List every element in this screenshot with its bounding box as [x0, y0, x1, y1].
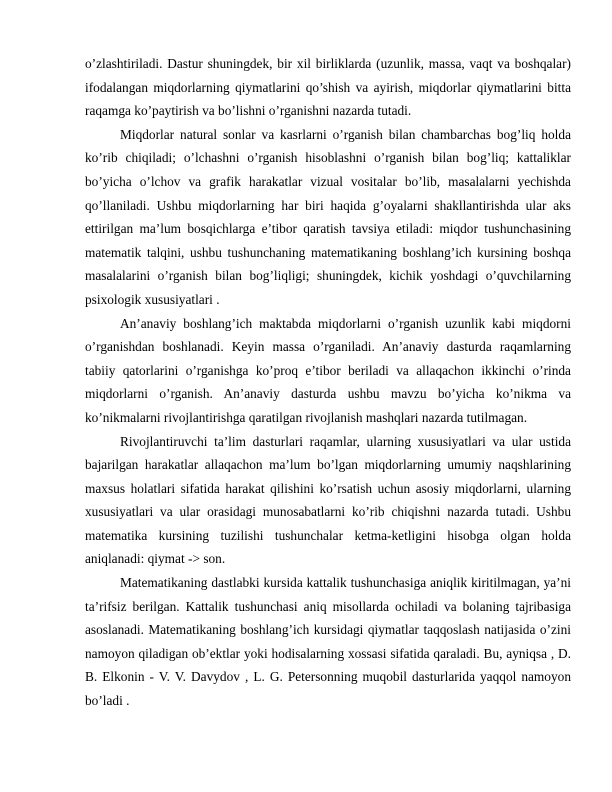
paragraph-2: Miqdorlar natural sonlar va kasrlarni o’rganish bilan chambarchas bog’liq holda ko’rib chiqiladi; o’lchashni o’rganish hisoblashni o’rganish bilan bog’liq; kattaliklar bo’yicha o’lchov va grafik harakatlar vizual vositalar bo’lib, masalalarni yechishda qo’llaniladi. Ushbu miqdorlarning har biri haqida g’oyalarni shakllantirishda ular aks ettirilgan ma’lum bosqichlarga e’tibor qaratish tavsiya etiladi: miqdor tushunchasining matematik talqini, ushbu tushunchaning matematikaning boshlang’ich kursining boshqa masalalarini o’rganish bilan bog’liqligi; shuningdek, kichik yoshdagi o’quvchilarning psixologik xususiyatlari . [85, 126, 571, 307]
paragraph-1: o’zlashtiriladi. Dastur shuningdek, bir xil birliklarda (uzunlik, massa, vaqt va boshqalar) ifodalangan miqdorlarning qiymatlarini qo’shish va ayirish, miqdorlar qiymatlarini bitta raqamga ko’paytirish va bo’lishni o’rganishni nazarda tutadi. [85, 56, 571, 119]
paragraph-3: An’anaviy boshlang’ich maktabda miqdorlarni o’rganish uzunlik kabi miqdorni o’rganishdan boshlanadi. Keyin massa o’rganiladi. An’anaviy dasturda raqamlarning tabiiy qatorlarini o’rganishga ko’proq e’tibor beriladi va allaqachon ikkinchi o’rinda miqdorlarni o’rganish. An’anaviy dasturda ushbu mavzu bo’yicha ko’nikma va ko’nikmalarni rivojlantirishga qaratilgan rivojlanish mashqlari nazarda tutilmagan. [85, 315, 571, 425]
paragraph-5: Matematikaning dastlabki kursida kattalik tushunchasiga aniqlik kiritilmagan, ya’ni ta’rifsiz berilgan. Kattalik tushunchasi aniq misollarda ochiladi va bolaning tajribasiga asoslanadi. Matematikaning boshlang’ich kursidagi qiymatlar taqqoslash natijasida o’zini namoyon qiladigan ob’ektlar yoki hodisalarning xossasi sifatida qaraladi. Bu, ayniqsa , D. B. Elkonin - V. V. Davydov , L. G. Petersonning muqobil dasturlarida yaqqol namoyon bo’ladi . [85, 575, 571, 709]
document-page [85, 52, 571, 713]
paragraph-4: Rivojlantiruvchi ta’lim dasturlari raqamlar, ularning xususiyatlari va ular ustida bajarilgan harakatlar allaqachon ma’lum bo’lgan miqdorlarning umumiy naqshlarining maxsus holatlari sifatida harakat qilishini ko’rsatish uchun asosiy miqdorlarni, ularning xususiyatlari va ular orasidagi munosabatlarni ko’rib chiqishni nazarda tutadi. Ushbu matematika kursining tuzilishi tushunchalar ketma-ketligini hisobga olgan holda aniqlanadi: qiymat -> son. [85, 433, 571, 567]
